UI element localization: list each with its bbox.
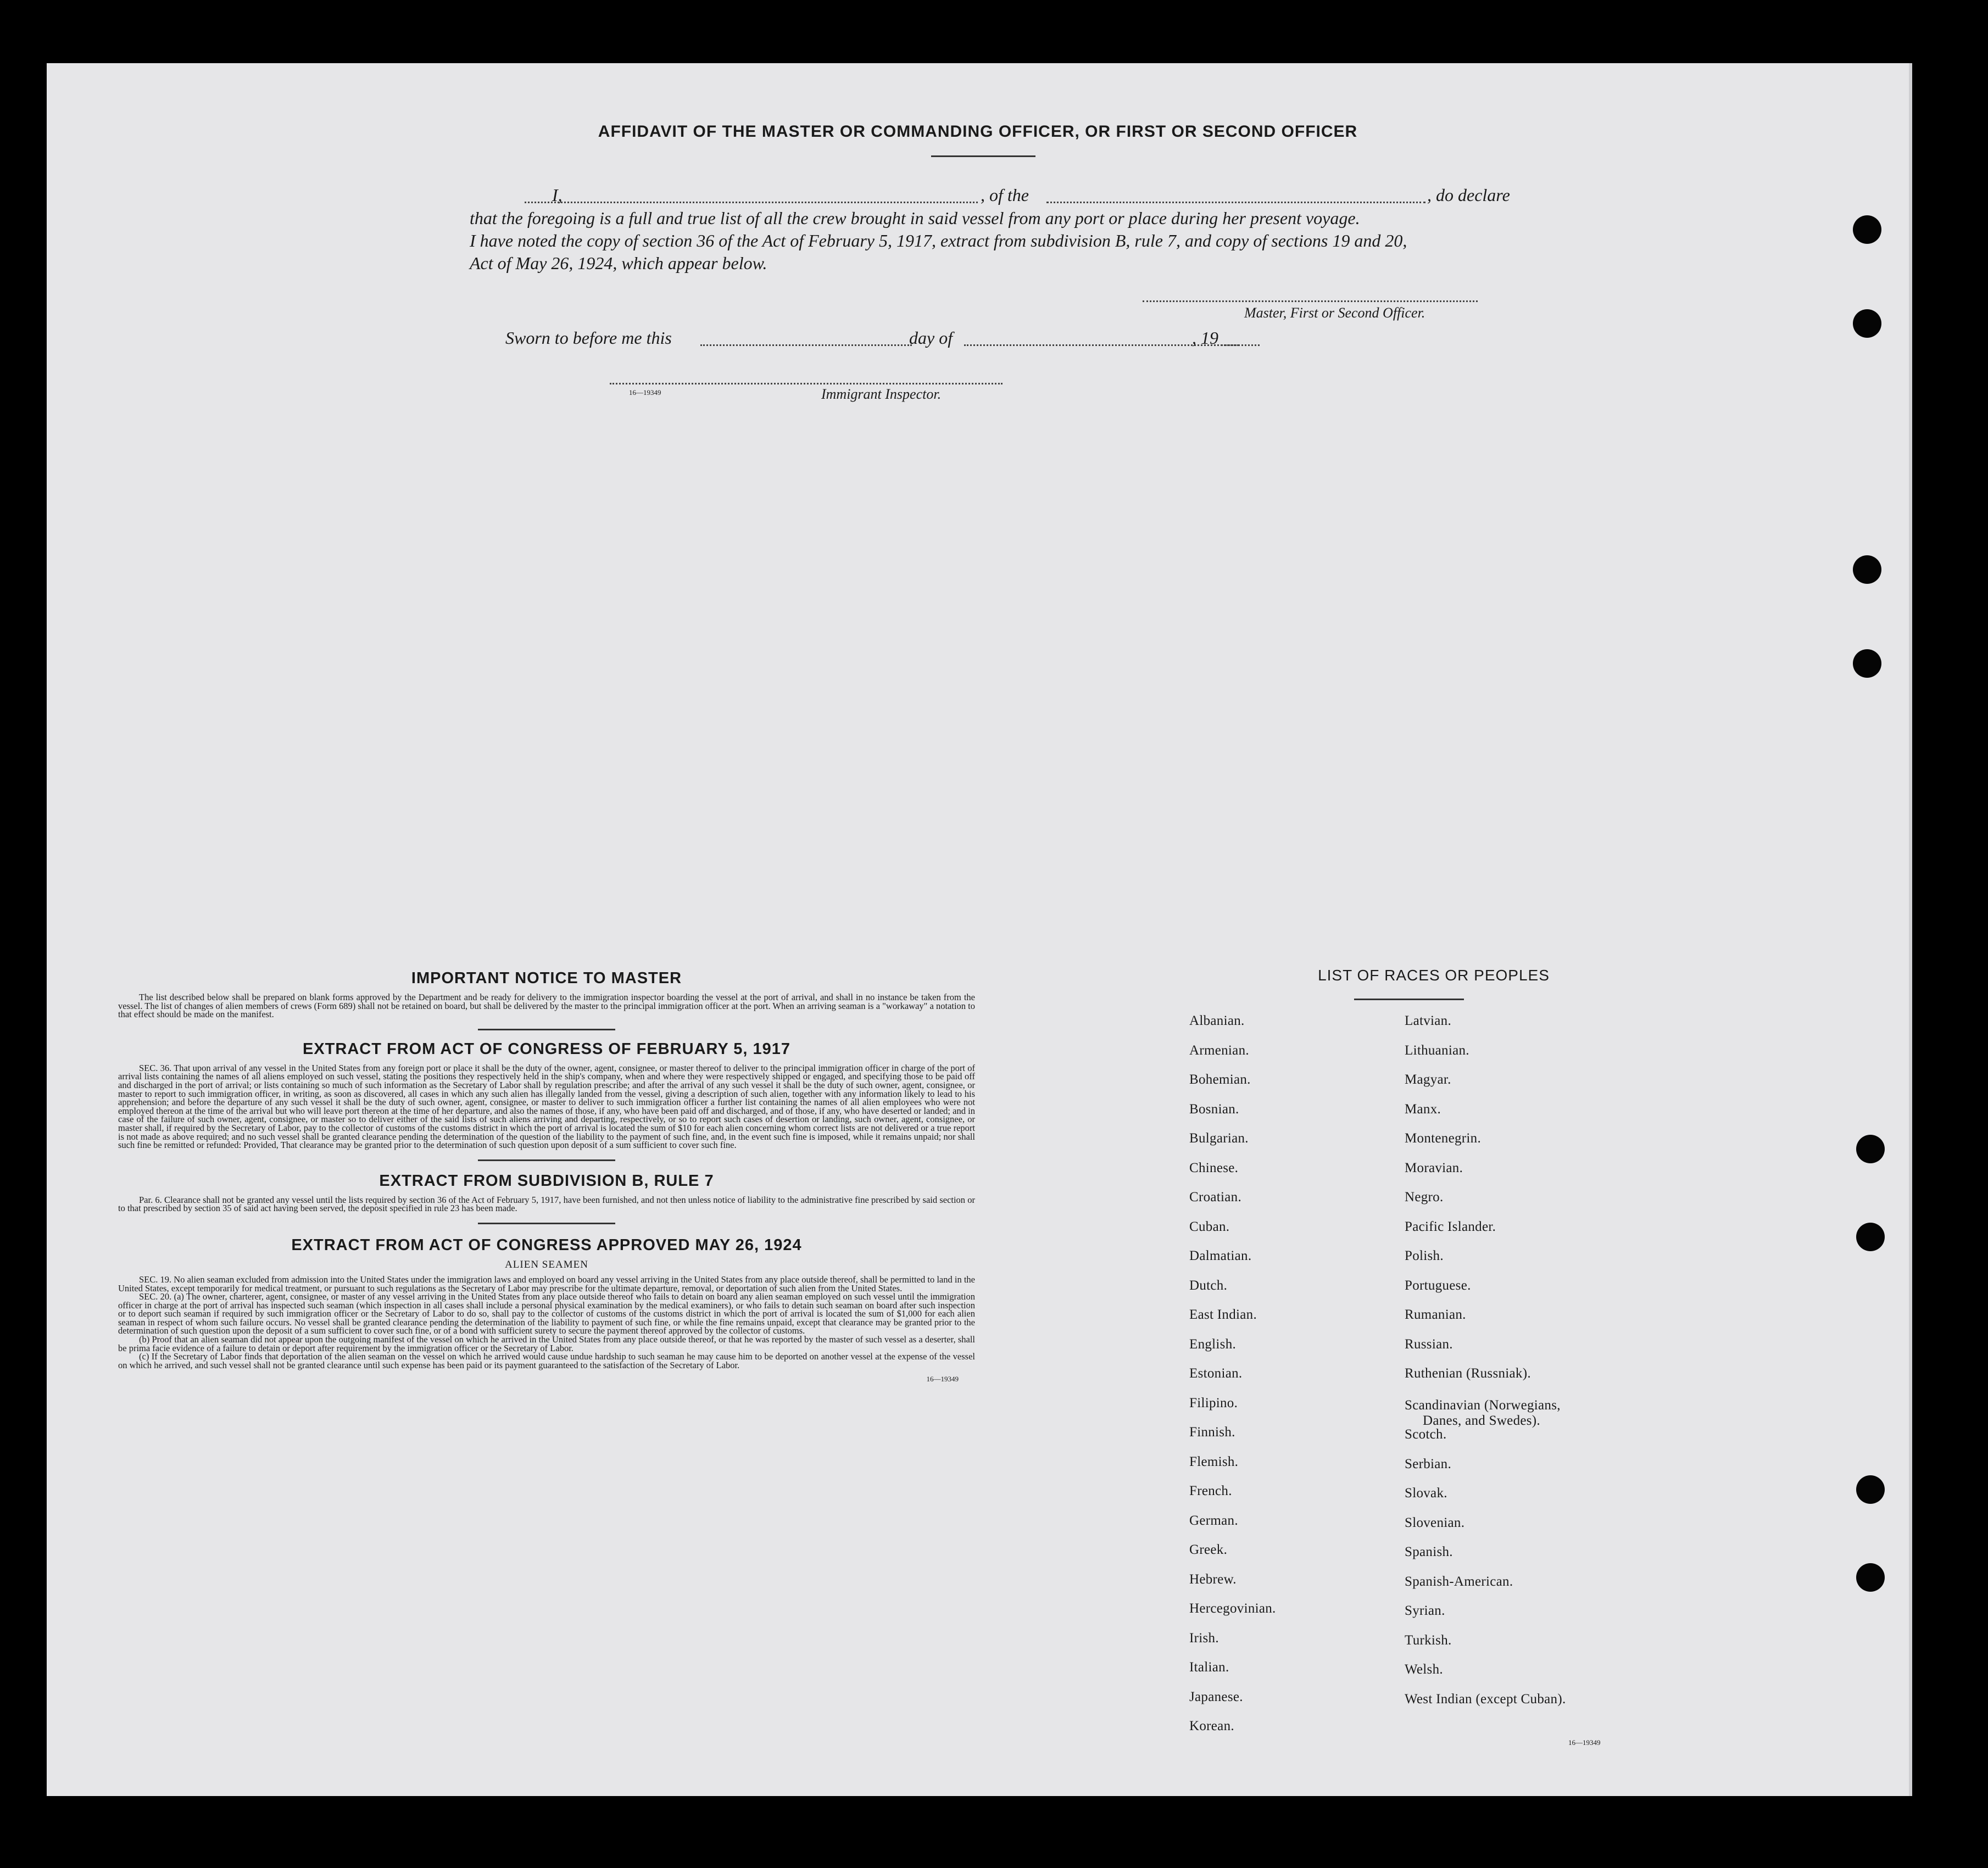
race-item: Rumanian. xyxy=(1405,1307,1466,1322)
race-item: Japanese. xyxy=(1189,1689,1243,1704)
subdivision-b-text: Par. 6. Clearance shall not be granted any vessel until the lists required by section 36 of the Act of February 5, 1917, have been furnished, and not then unless notice of liability to the administrative fine prescribed by said section or to that prescribed by section 35 of said act having been served, the deposit specified in rule 23 has been made. xyxy=(118,1194,975,1214)
race-item: East Indian. xyxy=(1189,1307,1257,1322)
extract-1917-divider xyxy=(478,1159,615,1161)
race-item: Hebrew. xyxy=(1189,1571,1237,1587)
affidavit-of-the: , of the xyxy=(981,185,1029,205)
race-item: Negro. xyxy=(1405,1190,1444,1205)
signature-line xyxy=(1143,300,1478,302)
affidavit-declare: , do declare xyxy=(1427,185,1510,205)
inspector-line xyxy=(610,383,1003,384)
race-item: English. xyxy=(1189,1336,1237,1352)
race-item: Slovak. xyxy=(1405,1486,1447,1501)
form-number-races: 16—19349 xyxy=(1568,1738,1601,1747)
form-sheet xyxy=(47,63,1912,1796)
race-item: Spanish. xyxy=(1405,1544,1453,1559)
race-item: Scotch. xyxy=(1405,1427,1447,1442)
race-item: Syrian. xyxy=(1405,1603,1445,1618)
race-item: Finnish. xyxy=(1189,1425,1235,1440)
race-item: Irish. xyxy=(1189,1630,1219,1646)
race-item: Ruthenian (Russniak). xyxy=(1405,1366,1531,1381)
race-item: Hercegovinian. xyxy=(1189,1601,1276,1616)
race-item: Portuguese. xyxy=(1405,1278,1471,1293)
race-item: Korean. xyxy=(1189,1719,1234,1733)
sec-20a-text: SEC. 20. (a) The owner, charterer, agent, consignee, or master of any vessel arriving in the United States from any place outside thereof who fails to detain on board any alien seaman employed on such vessel until the immigration officer in charge at the port of arrival has inspected such seaman (which inspection in all cases shall include a personal physical examination by the medical examiners), or who fails to detain such seaman on board after such inspection or to deport such seaman if required by such immigration officer or the Secretary of Labor to do so, shall pay to the collector of customs of the customs district in which the port of arrival is located the sum of $1,000 for each alien seaman in respect of whom such failure occurs. No vessel shall be granted clearance pending the determination of the liability to payment of such fine, or while the fine remains unpaid, except that clearance may be granted prior to the determination of such question upon the deposit of a sum sufficient to cover such fine, or of a bond with sufficient surety to secure the payment thereof approved by the collector of customs. xyxy=(118,1291,975,1336)
race-item: Flemish. xyxy=(1189,1454,1239,1469)
race-item: Latvian. xyxy=(1405,1013,1452,1028)
race-item: Cuban. xyxy=(1189,1219,1230,1234)
inspector-label: Immigrant Inspector. xyxy=(821,386,942,402)
race-item: Pacific Islander. xyxy=(1405,1219,1496,1234)
race-item: Danes, and Swedes). xyxy=(1423,1413,1540,1428)
extract-1917-text: SEC. 36. That upon arrival of any vessel in the United States from any foreign port or place it shall be the duty of the owner, agent, consignee, or master thereof to deliver to the principal immigration officer in charge of the port of arrival lists containing the names of all aliens employed on such vessel, stating the positions they respectively held in the ship's company, when and where they were respectively shipped or engaged, and specifying those to be paid off and discharged in the port of arrival; or lists containing so much of such information as the Secretary of Labor shall by regulation prescribe; and after the arrival of any such vessel it shall be the duty of such owner, agent, consignee, or master to report to such immigration officer, in writing, as soon as discovered, all cases in which any such alien has illegally landed from the vessel, giving a description of such alien, together with any information likely to lead to his apprehension; and before the departure of any such vessel it shall be the duty of such owner, agent, consignee, or master to deliver to such immigration officer a further list containing the names of all alien employees who were not employed thereon at the time of the arrival but who will leave port thereon at the time of her departure, and also the names of those, if any, who have been paid off and discharged, and of those, if any, who have deserted or landed; and in case of the failure of such owner, agent, consignee, or master so to deliver either of the said lists of such aliens arriving and departing, respectively, or so to report such cases of desertion or landing, such owner, agent, consignee, or master shall, if required by the Secretary of Labor, pay to the collector of customs of the customs district in which the port of arrival is located the sum of $10 for each alien concerning whom correct lists are not delivered or a true report is not made as above required; and no such vessel shall be granted clearance pending the determination of the question of the liability to the payment of such fine, and, in the event such fine is imposed, while it remains unpaid; nor shall such fine be remitted or refunded: Provided, That clearance may be granted prior to the determination of such question upon deposit of a sum sufficient to cover such fine. xyxy=(118,1062,975,1151)
race-item: German. xyxy=(1189,1513,1238,1528)
race-item: Welsh. xyxy=(1405,1662,1443,1677)
subdivision-b-divider xyxy=(478,1223,615,1224)
punch-hole xyxy=(1856,1223,1885,1251)
races-title: LIST OF RACES OR PEOPLES xyxy=(1318,967,1550,984)
race-item: West Indian (except Cuban). xyxy=(1405,1691,1566,1707)
name-blank xyxy=(525,202,978,203)
punch-hole xyxy=(1853,555,1881,584)
race-item: Armenian. xyxy=(1189,1042,1249,1058)
race-item: Filipino. xyxy=(1189,1395,1238,1410)
sworn-prefix: Sworn to before me this xyxy=(505,328,672,348)
race-item: Russian. xyxy=(1405,1336,1453,1352)
race-item: Italian. xyxy=(1189,1660,1229,1675)
punch-hole xyxy=(1853,649,1881,678)
race-item: Slovenian. xyxy=(1405,1515,1465,1530)
subdivision-b-title: EXTRACT FROM SUBDIVISION B, RULE 7 xyxy=(379,1172,714,1190)
race-item: Bulgarian. xyxy=(1189,1131,1249,1146)
races-divider xyxy=(1354,999,1464,1000)
race-item: Albanian. xyxy=(1189,1013,1245,1028)
race-item: Moravian. xyxy=(1405,1160,1463,1175)
affidavit-line-4: Act of May 26, 1924, which appear below. xyxy=(470,253,767,273)
race-item: French. xyxy=(1189,1484,1232,1498)
signature-label: Master, First or Second Officer. xyxy=(1244,305,1425,321)
race-item: Lithuanian. xyxy=(1405,1042,1469,1058)
affidavit-i: I, xyxy=(552,185,563,205)
vessel-blank xyxy=(1046,202,1425,203)
punch-hole xyxy=(1856,1135,1885,1163)
race-item: Estonian. xyxy=(1189,1366,1243,1381)
race-item: Turkish. xyxy=(1405,1632,1452,1648)
race-item: Bosnian. xyxy=(1189,1101,1239,1117)
sec-19-text: SEC. 19. No alien seaman excluded from admission into the United States under the immigration laws and employed on board any vessel arriving in the United States from any place outside thereof, shall be permitted to land in the United States, except temporarily for medical treatment, or pursuant to such regulations as the Secretary of Labor may prescribe for the ultimate departure, removal, or deportation of such alien from the United States. xyxy=(118,1274,975,1293)
notice-divider xyxy=(478,1029,615,1030)
sec-20b-text: (b) Proof that an alien seaman did not appear upon the outgoing manifest of the vessel on which he arrived in the United States from any place outside thereof, or that he was reported by the master of such vessel as a deserter, shall be prima facie evidence of a failure to detain or deport after requirement by the immigration officer or the Secretary of Labor. xyxy=(118,1334,975,1353)
race-item: Montenegrin. xyxy=(1405,1131,1481,1146)
race-item: Greek. xyxy=(1189,1542,1228,1557)
notices-column xyxy=(118,969,975,1384)
punch-hole xyxy=(1856,1563,1885,1592)
punch-hole xyxy=(1853,215,1881,244)
sworn-year: , 19 xyxy=(1192,328,1218,348)
race-item: Chinese. xyxy=(1189,1160,1239,1175)
sworn-year-blank xyxy=(1221,344,1260,346)
race-item: Bohemian. xyxy=(1189,1072,1251,1087)
affidavit-line-3: I have noted the copy of section 36 of the Act of February 5, 1917, extract from subdivision B, rule 7, and copy of sections 19 and 20, xyxy=(470,231,1407,250)
sworn-day-of: day of xyxy=(909,328,953,348)
extract-1924-subtitle: ALIEN SEAMEN xyxy=(505,1258,588,1270)
punch-hole xyxy=(1853,309,1881,338)
sworn-day-blank xyxy=(700,344,912,346)
race-item: Serbian. xyxy=(1405,1456,1452,1471)
punch-hole xyxy=(1856,1475,1885,1504)
form-number-top: 16—19349 xyxy=(629,388,661,397)
race-item: Polish. xyxy=(1405,1248,1444,1263)
title-divider xyxy=(931,155,1035,157)
notice-text: The list described below shall be prepared on blank forms approved by the Department and be ready for delivery to the immigration inspector boarding the vessel at the port of arrival, and shall in no instance be taken from the vessel. The list of changes of alien members of crews (Form 689) shall not be retained on board, but shall be delivered by the master to the principal immigration officer at the port. When an arriving seaman is a "workaway" a notation to that effect should be made on the manifest. xyxy=(118,992,975,1020)
race-item: Dutch. xyxy=(1189,1278,1228,1293)
race-item: Croatian. xyxy=(1189,1190,1242,1205)
race-item: Scandinavian (Norwegians, xyxy=(1405,1397,1561,1413)
form-number-left: 16—19349 xyxy=(926,1375,959,1384)
sec-20c-text: (c) If the Secretary of Labor finds that deportation of the alien seaman on the vessel on which he arrived would cause undue hardship to such seaman he may cause him to be deported on another vessel at the expense of the vessel on which he arrived, and such vessel shall not be granted clearance until such expense has been paid or its payment guaranteed to the satisfaction of the Secretary of Labor. xyxy=(118,1351,975,1370)
race-item: Magyar. xyxy=(1405,1072,1451,1087)
notice-title: IMPORTANT NOTICE TO MASTER xyxy=(411,969,682,987)
extract-1917-title: EXTRACT FROM ACT OF CONGRESS OF FEBRUARY 5, 1917 xyxy=(302,1040,791,1058)
race-item: Dalmatian. xyxy=(1189,1248,1252,1263)
race-item: Spanish-American. xyxy=(1405,1574,1513,1589)
affidavit-line-2: that the foregoing is a full and true list of all the crew brought in said vessel from any port or place during her present voyage. xyxy=(470,208,1360,228)
race-item: Manx. xyxy=(1405,1101,1441,1117)
affidavit-title: AFFIDAVIT OF THE MASTER OR COMMANDING OFFICER, OR FIRST OR SECOND OFFICER xyxy=(598,122,1358,141)
extract-1924-title: EXTRACT FROM ACT OF CONGRESS APPROVED MAY 26, 1924 xyxy=(291,1236,802,1254)
